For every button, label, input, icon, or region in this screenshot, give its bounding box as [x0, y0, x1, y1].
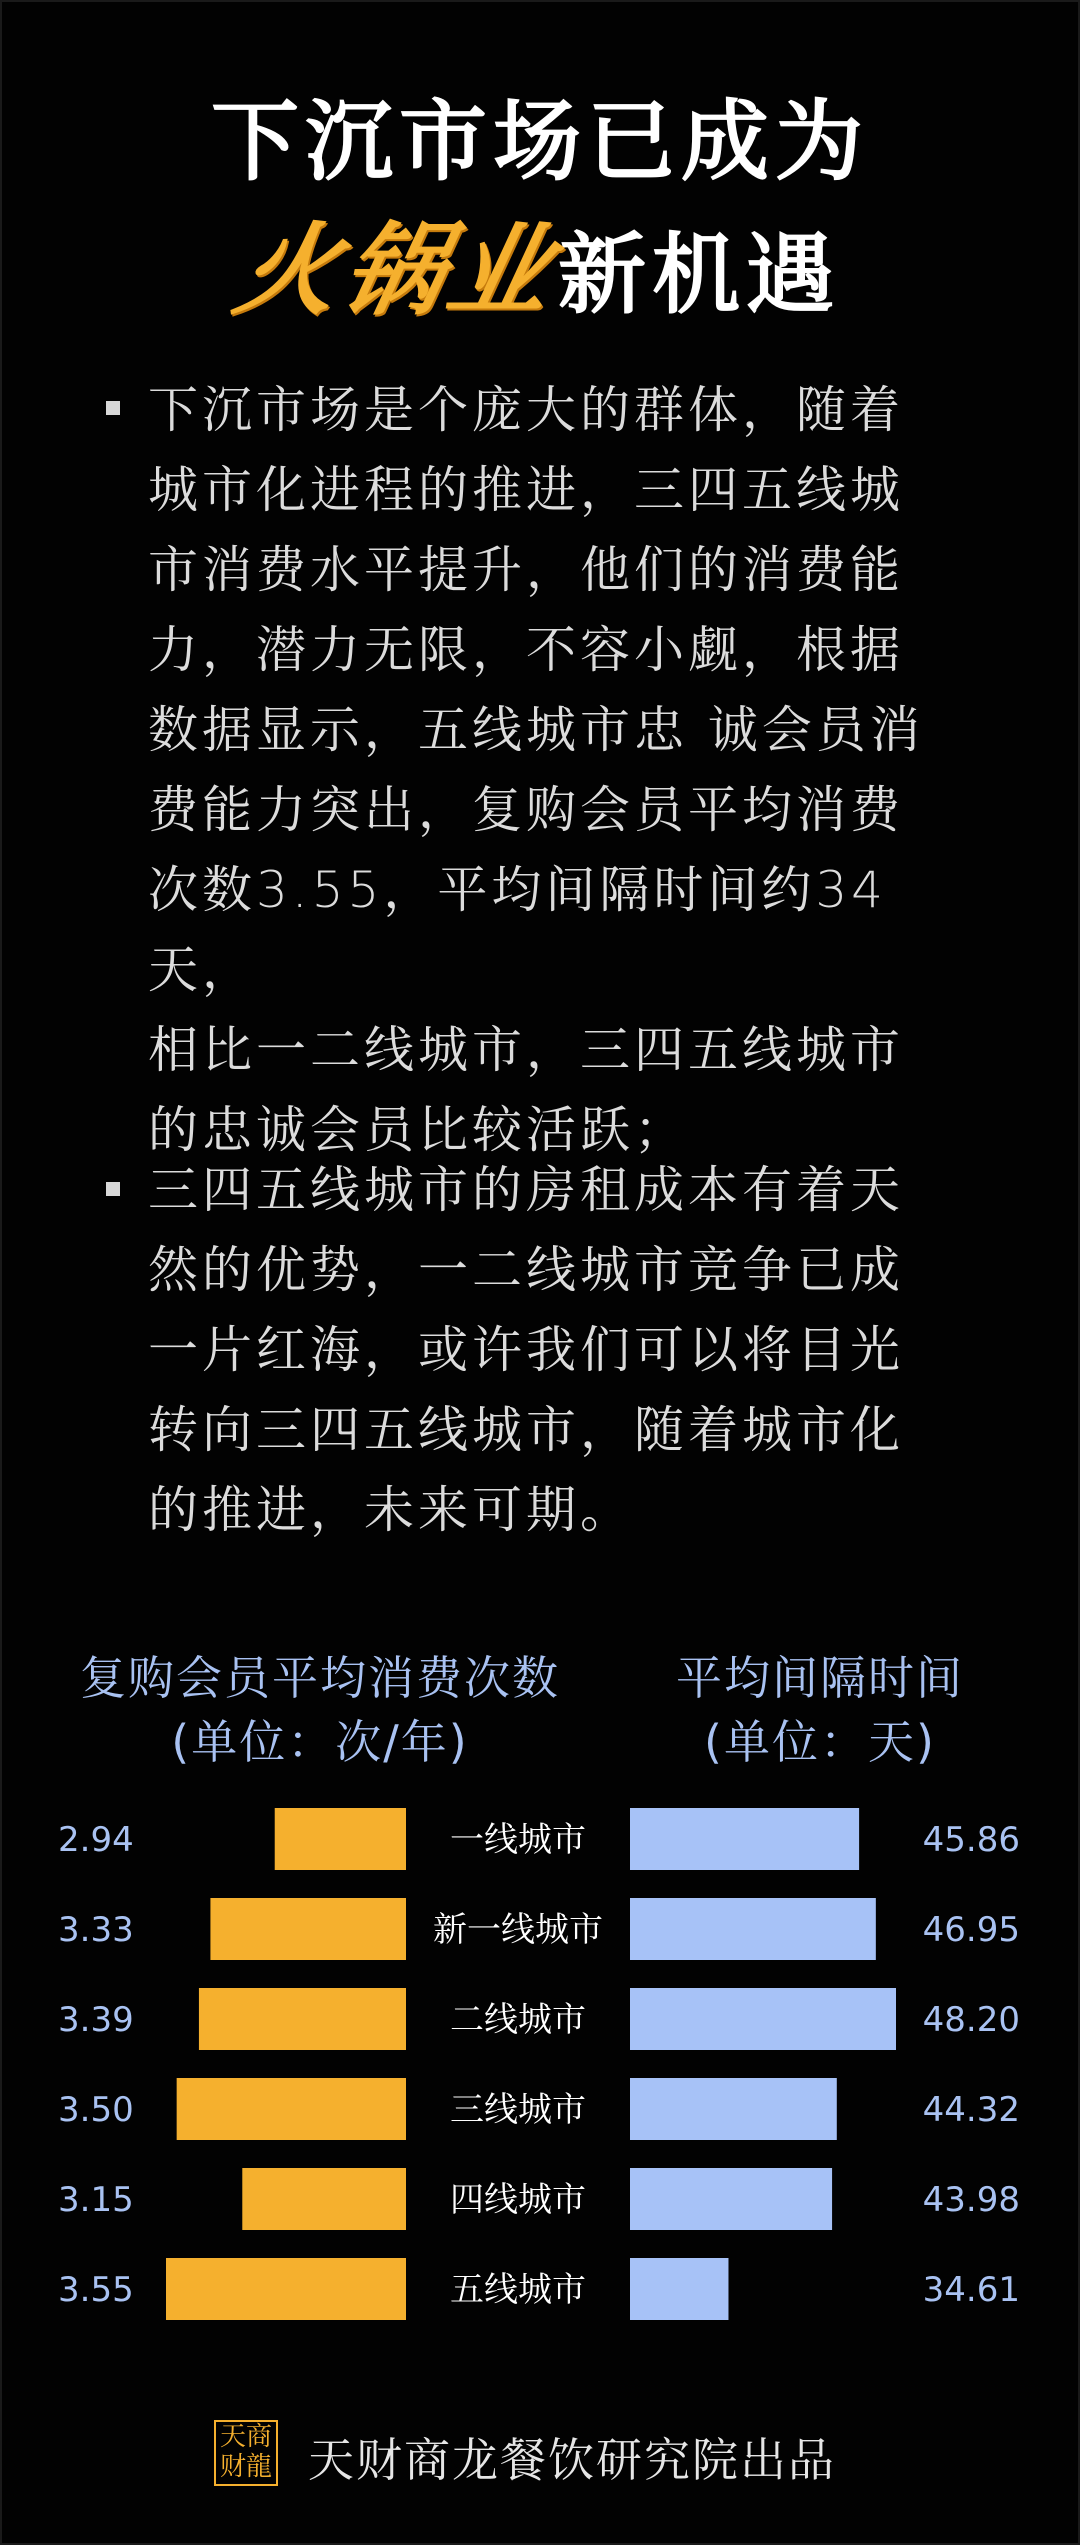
data-label-right: 34.61 — [922, 2270, 1020, 2310]
category-label: 五线城市 — [450, 2270, 586, 2310]
right-series-unit: (单位：天) — [704, 1715, 936, 1769]
data-label-right: 46.95 — [922, 1910, 1020, 1950]
bar-right-3 — [630, 2078, 837, 2140]
paragraph-line: 然的优势，一二线城市竞争已成 — [148, 1241, 904, 1299]
bar-left-5 — [166, 2258, 406, 2320]
bar-right-1 — [630, 1898, 876, 1960]
paragraph-line: 的忠诚会员比较活跃； — [148, 1101, 688, 1159]
paragraph-line: 一片红海，或许我们可以将目光 — [148, 1321, 904, 1379]
footer-credit: 天财商龙餐饮研究院出品 — [308, 2433, 836, 2487]
bar-right-5 — [630, 2258, 728, 2320]
data-label-left: 3.33 — [58, 1910, 134, 1950]
paragraph-line: 相比一二线城市，三四五线城市 — [148, 1021, 904, 1079]
bar-left-2 — [199, 1988, 406, 2050]
paragraph-line: 转向三四五线城市，随着城市化 — [148, 1401, 904, 1459]
data-label-left: 3.55 — [58, 2270, 134, 2310]
category-label: 三线城市 — [450, 2090, 586, 2130]
category-label: 四线城市 — [450, 2180, 586, 2220]
paragraph-line: 力，潜力无限，不容小觑，根据 — [148, 621, 904, 679]
data-label-right: 45.86 — [922, 1820, 1020, 1860]
data-label-right: 48.20 — [922, 2000, 1020, 2040]
paragraph-line: 的推进，未来可期。 — [148, 1481, 634, 1539]
category-label: 新一线城市 — [433, 1910, 603, 1950]
category-label: 一线城市 — [450, 1820, 586, 1860]
bar-left-1 — [210, 1898, 406, 1960]
title-highlight: 火锅业 — [225, 211, 569, 329]
page-title-line1: 下沉市场已成为 — [210, 90, 869, 193]
data-label-left: 2.94 — [58, 1820, 134, 1860]
left-series-name: 复购会员平均消费次数 — [80, 1651, 560, 1705]
data-label-left: 3.50 — [58, 2090, 134, 2130]
paragraph-line: 费能力突出，复购会员平均消费 — [148, 781, 904, 839]
paragraph-line: 城市化进程的推进，三四五线城 — [148, 461, 904, 519]
paragraph-line: 下沉市场是个庞大的群体，随着 — [148, 381, 904, 439]
paragraph-line: 市消费水平提升，他们的消费能 — [148, 541, 904, 599]
paragraph-line: 次数3.55，平均间隔时间约34天， — [148, 861, 887, 999]
data-label-right: 43.98 — [922, 2180, 1020, 2220]
right-series-name: 平均间隔时间 — [676, 1651, 964, 1705]
bar-left-0 — [275, 1808, 406, 1870]
paragraph-line: 三四五线城市的房租成本有着天 — [148, 1161, 904, 1219]
brand-logo: 天商 财龍 — [214, 2420, 278, 2486]
bar-left-3 — [177, 2078, 406, 2140]
title-rest: 新机遇 — [557, 223, 840, 326]
bar-right-0 — [630, 1808, 859, 1870]
category-label: 二线城市 — [450, 2000, 586, 2040]
left-series-unit: (单位：次/年) — [171, 1715, 469, 1769]
data-label-left: 3.39 — [58, 2000, 134, 2040]
data-label-left: 3.15 — [58, 2180, 134, 2220]
bar-right-2 — [630, 1988, 896, 2050]
bar-left-4 — [242, 2168, 406, 2230]
paragraph-line: 数据显示，五线城市忠 诚会员消 — [148, 701, 924, 759]
bar-right-4 — [630, 2168, 832, 2230]
data-label-right: 44.32 — [922, 2090, 1020, 2130]
